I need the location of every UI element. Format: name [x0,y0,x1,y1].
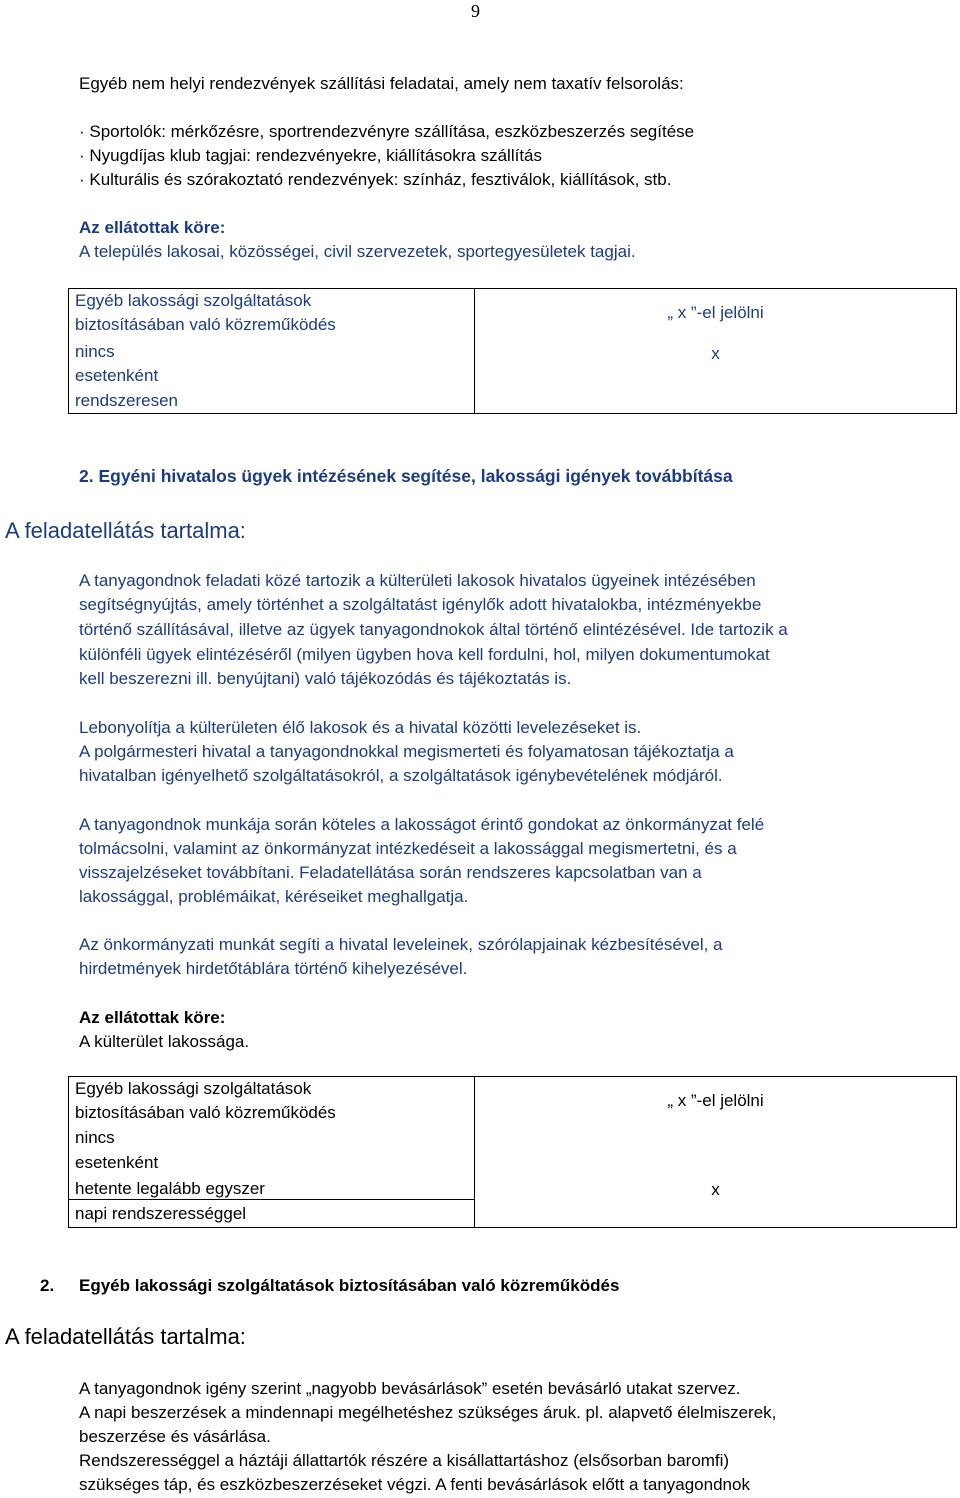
para-line: lakossággal, problémáikat, kéréseiket meghallgatja. [79,887,469,906]
para-line: Az önkormányzati munkát segíti a hivatal leveleinek, szórólapjainak kézbesítésével, a [79,935,723,954]
bullet-item: · Kulturális és szórakoztató rendezvények: színház, fesztiválok, kiállítások, stb. [79,170,672,189]
section3-heading: Egyéb lakossági szolgáltatások biztosításában való közreműködés [79,1276,620,1295]
bullet-item: · Nyugdíjas klub tagjai: rendezvényekre, kiállításokra szállítás [79,146,542,165]
page-number: 9 [471,1,480,21]
recipients-text: A külterület lakossága. [79,1032,250,1051]
section2-heading: 2. Egyéni hivatalos ügyek intézésének segítése, lakossági igények továbbítása [79,466,733,486]
table2-row-napi: napi rendszerességgel [75,1204,247,1223]
para-line: szükséges táp, és eszközbeszerzéseket végzi. A fenti bevásárlások előtt a tanyagondnok [79,1475,750,1494]
table1-row-nincs: nincs [75,342,115,361]
section3-heading-number: 2. [40,1276,55,1295]
table1-row-esetenkent: esetenként [75,366,159,385]
para-line: A tanyagondnok munkája során köteles a lakosságot érintő gondokat az önkormányzat felé [79,815,765,834]
para-line: történő szállításával, illetve az ügyek tanyagondnokok által történő elintézésével. Ide tartozik a [79,620,788,639]
para-line: tolmácsolni, valamint az önkormányzat intézkedéseit a lakossággal megismertetni, és a [79,839,737,858]
para-line: beszerzése és vásárlása. [79,1427,271,1446]
table2-row-divider [69,1199,474,1200]
section1-intro: Egyéb nem helyi rendezvények szállítási feladatai, amely nem taxatív felsorolás: [79,74,684,93]
table1-mark-header: „ x ”-el jelölni [667,303,764,322]
para-line: A napi beszerzések a mindennapi megélhetéshez szükséges áruk. pl. alapvető élelmiszerek, [79,1403,777,1422]
para-line: A tanyagondnok igény szerint „nagyobb bevásárlások” esetén bevásárló utakat szervez. [79,1379,741,1398]
para-line: Rendszerességgel a háztáji állattartók részére a kisállattartáshoz (elsősorban baromfi) [79,1451,730,1470]
table1-mark: x [711,344,720,363]
section2-content-heading: A feladatellátás tartalma: [5,518,246,543]
para-line: kell beszerezni ill. benyújtani) való tájékozódás és tájékoztatás is. [79,669,572,688]
para-line: segítségnyújtás, amely történhet a szolgáltatást igénylők adott hivatalokba, intézményekbe [79,595,762,614]
table2-title-line2: biztosításában való közreműködés [75,1103,336,1122]
table2-row-nincs: nincs [75,1128,115,1147]
table1-row-rendszeresen: rendszeresen [75,391,179,410]
table2-mark-header: „ x ”-el jelölni [667,1091,764,1110]
para-line: különféli ügyek elintézéséről (milyen ügyben hova kell fordulni, hol, milyen dokumentumokat [79,645,770,664]
para-line: hirdetmények hirdetőtáblára történő kihelyezésével. [79,959,468,978]
table2-title-line1: Egyéb lakossági szolgáltatások [75,1079,312,1098]
table1-title-line2: biztosításában való közreműködés [75,315,336,334]
table1-title-line1: Egyéb lakossági szolgáltatások [75,291,312,310]
recipients-heading: Az ellátottak köre: [79,218,226,237]
bullet-item: · Sportolók: mérkőzésre, sportrendezvényre szállítása, eszközbeszerzés segítése [79,122,695,141]
section3-content-heading: A feladatellátás tartalma: [5,1324,246,1349]
para-line: Lebonyolítja a külterületen élő lakosok és a hivatal közötti levelezéseket is. [79,718,642,737]
table2-mark: x [711,1180,720,1199]
table2-row-esetenkent: esetenként [75,1153,159,1172]
para-line: hivatalban igényelhető szolgáltatásokról, a szolgáltatások igénybevételének módjáról. [79,766,723,785]
recipients-text: A település lakosai, közösségei, civil szervezetek, sportegyesületek tagjai. [79,242,636,261]
table2-row-hetente: hetente legalább egyszer [75,1179,265,1198]
recipients-heading: Az ellátottak köre: [79,1008,226,1027]
para-line: A tanyagondnok feladati közé tartozik a külterületi lakosok hivatalos ügyeinek intézésében [79,571,756,590]
para-line: A polgármesteri hivatal a tanyagondnokkal megismerteti és folyamatosan tájékoztatja a [79,742,734,761]
para-line: visszajelzéseket továbbítani. Feladatellátása során rendszeres kapcsolatban van a [79,863,702,882]
